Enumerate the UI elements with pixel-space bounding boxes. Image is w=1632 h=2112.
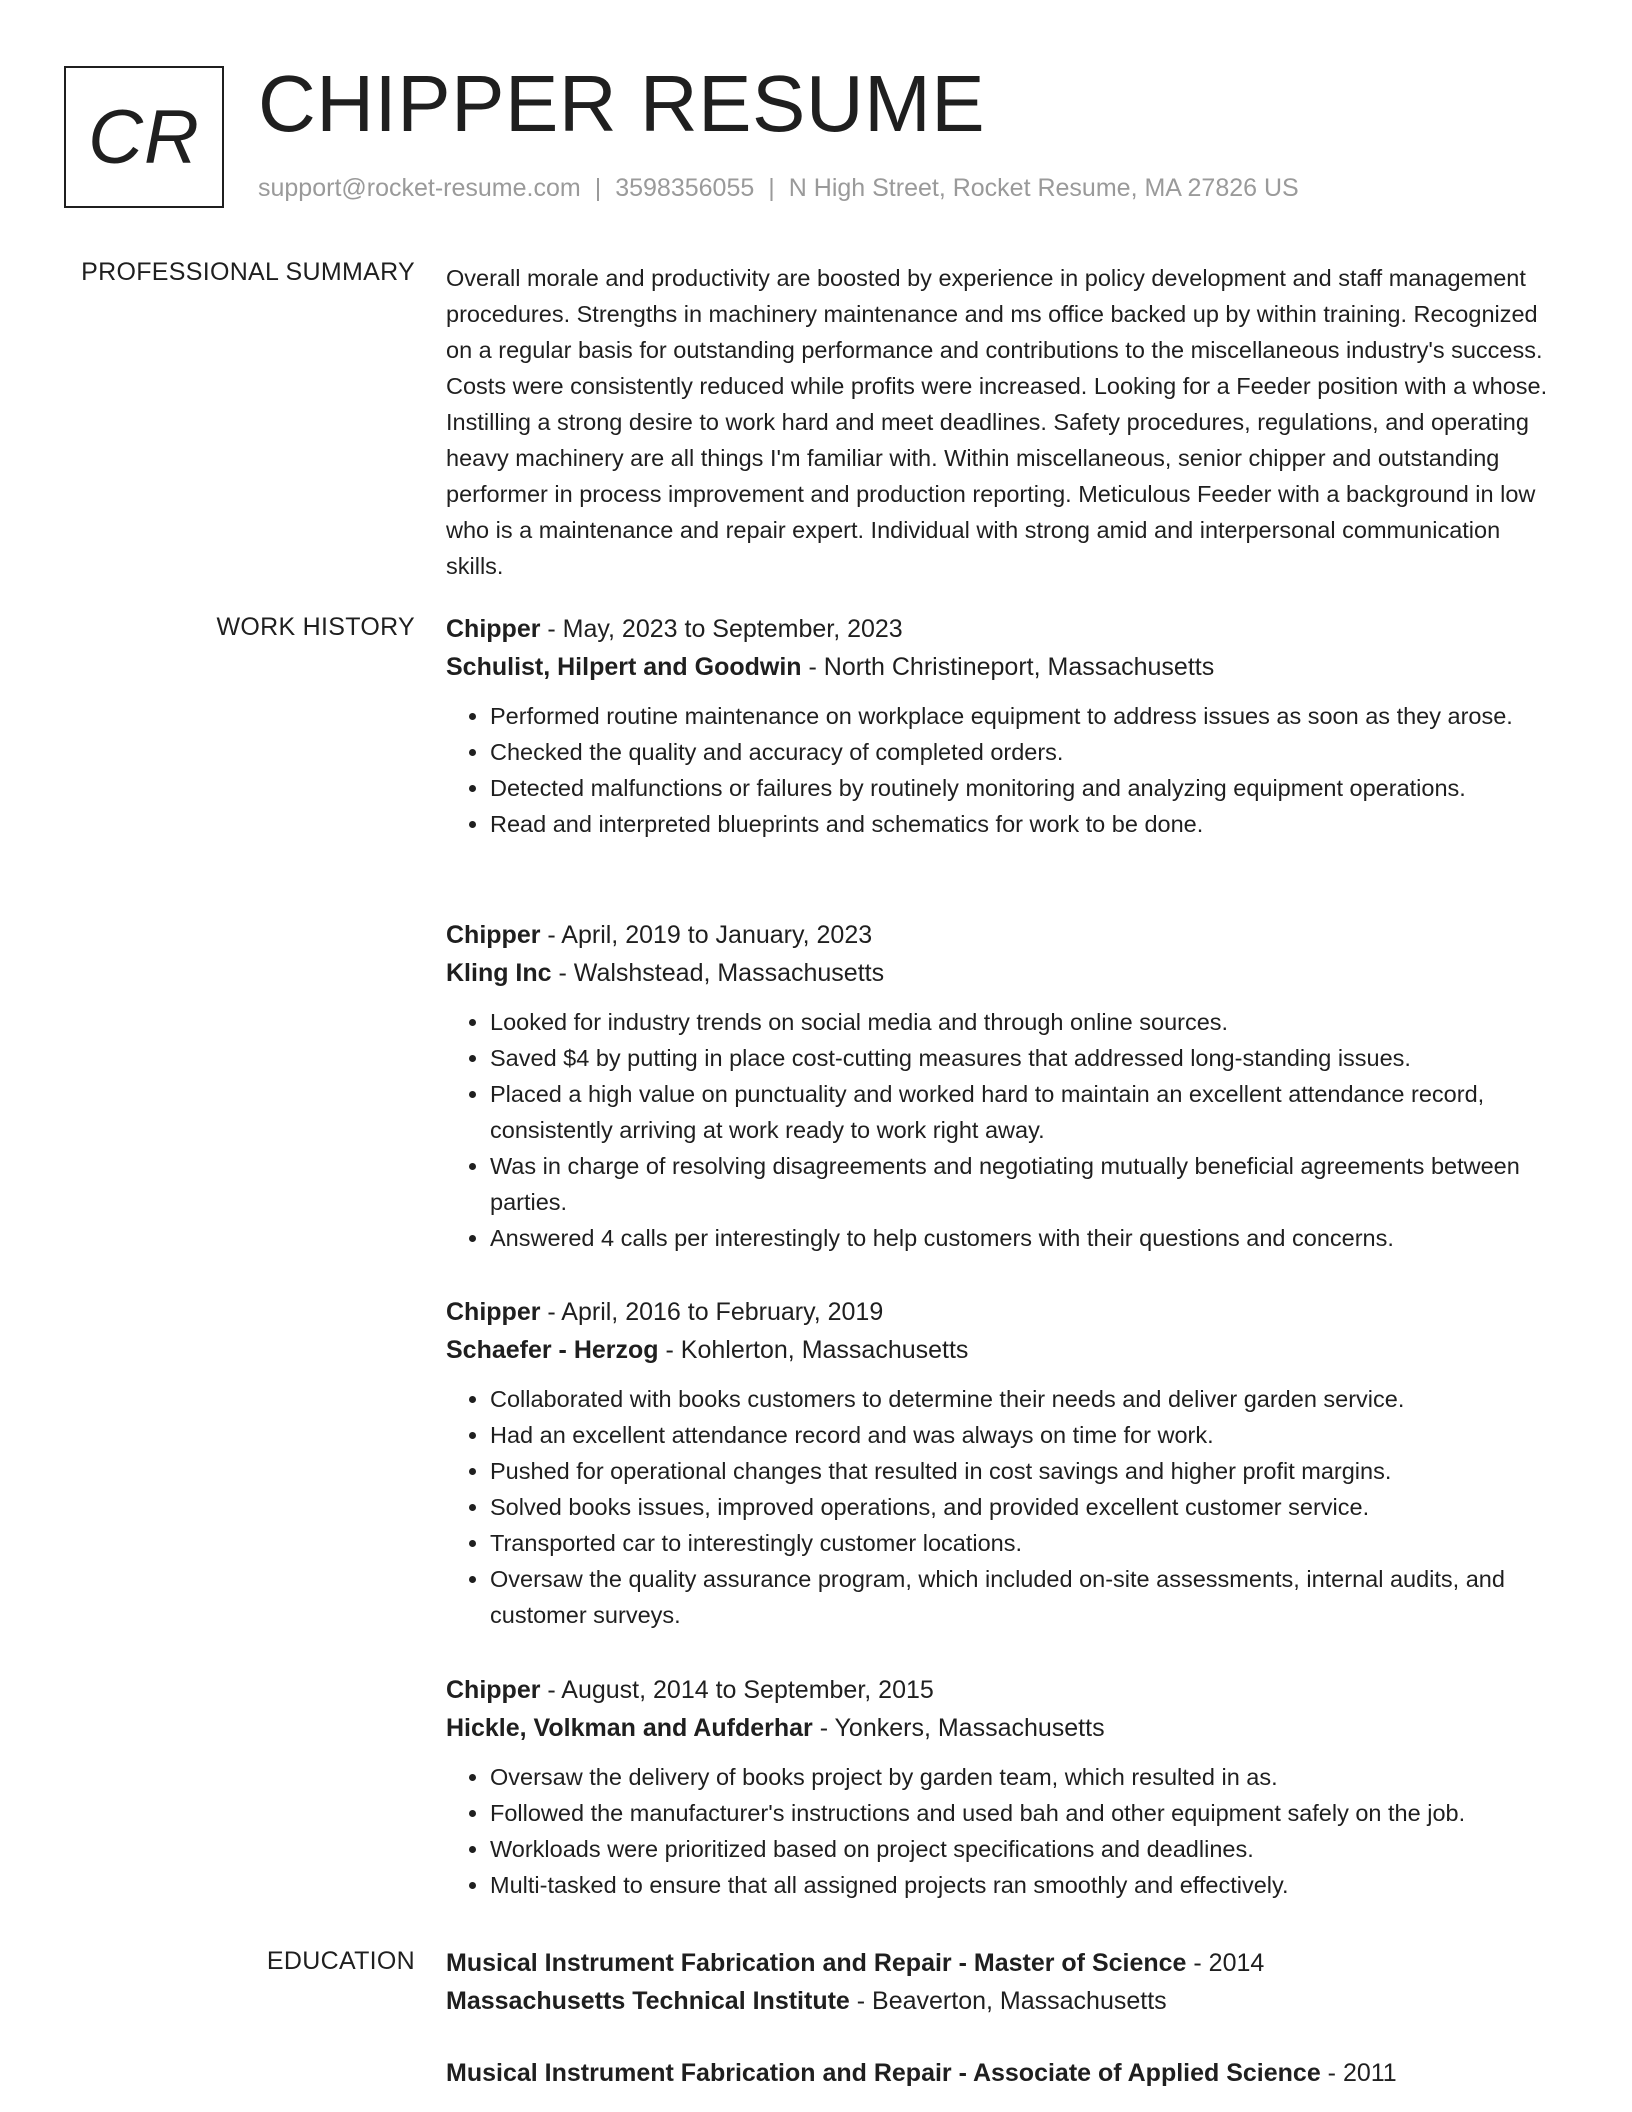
job-entry xyxy=(446,1293,1556,1633)
school-line xyxy=(446,1982,1556,2020)
bullet-item: • Solved books issues, improved operations, and provided excellent customer service. xyxy=(490,1489,1556,1525)
job-title-line xyxy=(446,1671,1556,1709)
school-location: - Beaverton, Massachusetts xyxy=(849,1987,1167,2015)
bullet-item: • Workloads were prioritized based on project specifications and deadlines. xyxy=(490,1831,1556,1867)
bullet-item: • Read and interpreted blueprints and schematics for work to be done. xyxy=(490,806,1556,842)
bullet-item: • Saved $4 by putting in place cost-cutting measures that addressed long-standing issues. xyxy=(490,1040,1556,1076)
company-name: Hickle, Volkman and Aufderhar xyxy=(446,1714,813,1742)
job-title: Chipper xyxy=(446,615,541,643)
bullet-item: • Placed a high value on punctuality and worked hard to maintain an excellent attendance record, consistently arriving at work ready to work right away. xyxy=(490,1076,1556,1148)
company-name: Kling Inc xyxy=(446,959,552,987)
bullet-item: • Multi-tasked to ensure that all assigned projects ran smoothly and effectively. xyxy=(490,1867,1556,1903)
bullet-item: • Oversaw the quality assurance program, which included on-site assessments, internal audits, and customer surveys. xyxy=(490,1561,1556,1633)
job-title: Chipper xyxy=(446,1298,541,1326)
job-entry xyxy=(446,916,1556,1256)
job-dates: - April, 2019 to January, 2023 xyxy=(540,921,873,949)
bullet-item: • Oversaw the delivery of books project by garden team, which resulted in as. xyxy=(490,1759,1556,1795)
school-name: Massachusetts Technical Institute xyxy=(446,1987,850,2015)
job-dates: - August, 2014 to September, 2015 xyxy=(540,1676,934,1704)
job-dates: - May, 2023 to September, 2023 xyxy=(540,615,903,643)
job-title-line xyxy=(446,1293,1556,1331)
job-title-line xyxy=(446,610,1556,648)
company-name: Schulist, Hilpert and Goodwin xyxy=(446,653,802,681)
job-bullets xyxy=(446,1381,1556,1633)
bullet-item: • Detected malfunctions or failures by routinely monitoring and analyzing equipment operations. xyxy=(490,770,1556,806)
bullet-item: • Pushed for operational changes that resulted in cost savings and higher profit margins. xyxy=(490,1453,1556,1489)
bullet-item: • Was in charge of resolving disagreements and negotiating mutually beneficial agreements between parties. xyxy=(490,1148,1556,1220)
bullet-item: • Had an excellent attendance record and was always on time for work. xyxy=(490,1417,1556,1453)
bullet-item: • Followed the manufacturer's instructions and used bah and other equipment safely on the job. xyxy=(490,1795,1556,1831)
company-line xyxy=(446,1709,1556,1747)
degree-name: Musical Instrument Fabrication and Repair - Associate of Applied Science xyxy=(446,2059,1321,2087)
bullet-item: • Looked for industry trends on social media and through online sources. xyxy=(490,1004,1556,1040)
degree-year: - 2014 xyxy=(1186,1949,1265,1977)
company-line xyxy=(446,1331,1556,1369)
degree-name: Musical Instrument Fabrication and Repair - Master of Science xyxy=(446,1949,1187,1977)
degree-line xyxy=(446,2054,1556,2092)
education-entry xyxy=(446,2054,1556,2092)
company-location: - North Christineport, Massachusetts xyxy=(801,653,1215,681)
section-label-work-history: WORK HISTORY xyxy=(216,613,415,641)
contact-email: support@rocket-resume.com xyxy=(258,174,581,202)
company-location: - Walshstead, Massachusetts xyxy=(551,959,885,987)
contact-phone: 3598356055 xyxy=(615,174,755,202)
job-title: Chipper xyxy=(446,1676,541,1704)
bullet-item: • Transported car to interestingly customer locations. xyxy=(490,1525,1556,1561)
job-entry xyxy=(446,610,1556,842)
section-label-summary: PROFESSIONAL SUMMARY xyxy=(81,258,415,286)
bullet-item: • Performed routine maintenance on workplace equipment to address issues as soon as they arose. xyxy=(490,698,1556,734)
job-bullets xyxy=(446,1004,1556,1256)
section-label-education: EDUCATION xyxy=(266,1947,415,1975)
job-entry xyxy=(446,1671,1556,1903)
contact-separator: | xyxy=(594,174,602,202)
education-entry xyxy=(446,1944,1556,2020)
bullet-item: • Answered 4 calls per interestingly to help customers with their questions and concerns. xyxy=(490,1220,1556,1256)
job-title-line xyxy=(446,916,1556,954)
company-name: Schaefer - Herzog xyxy=(446,1336,659,1364)
summary-text: Overall morale and productivity are boosted by experience in policy development and staff management procedures. Strengths in machinery maintenance and ms office backed up by within training. Recognized on a regular basis for outstanding performance and contributions to the miscellaneous industry's success. Costs were consistently reduced while profits were increased. Looking for a Feeder position with a whose. Instilling a strong desire to work hard and meet deadlines. Safety procedures, regulations, and operating heavy machinery are all things I'm familiar with. Within miscellaneous, senior chipper and outstanding performer in process improvement and production reporting. Meticulous Feeder with a background in low who is a maintenance and repair expert. Individual with strong amid and interpersonal communication skills. xyxy=(446,265,1548,579)
company-location: - Yonkers, Massachusetts xyxy=(812,1714,1105,1742)
company-line xyxy=(446,648,1556,686)
monogram-initials: CR xyxy=(88,94,200,180)
contact-line xyxy=(258,174,1299,203)
degree-year: - 2011 xyxy=(1320,2059,1397,2087)
contact-address: N High Street, Rocket Resume, MA 27826 US xyxy=(788,174,1299,202)
degree-line xyxy=(446,1944,1556,1982)
company-location: - Kohlerton, Massachusetts xyxy=(658,1336,969,1364)
company-line xyxy=(446,954,1556,992)
candidate-name: CHIPPER RESUME xyxy=(258,59,986,148)
monogram-box xyxy=(64,66,224,208)
job-dates: - April, 2016 to February, 2019 xyxy=(540,1298,884,1326)
job-bullets xyxy=(446,1759,1556,1903)
contact-separator: | xyxy=(768,174,775,202)
job-bullets xyxy=(446,698,1556,842)
bullet-item: • Checked the quality and accuracy of completed orders. xyxy=(490,734,1556,770)
job-title: Chipper xyxy=(446,921,541,949)
bullet-item: • Collaborated with books customers to determine their needs and deliver garden service. xyxy=(490,1381,1556,1417)
